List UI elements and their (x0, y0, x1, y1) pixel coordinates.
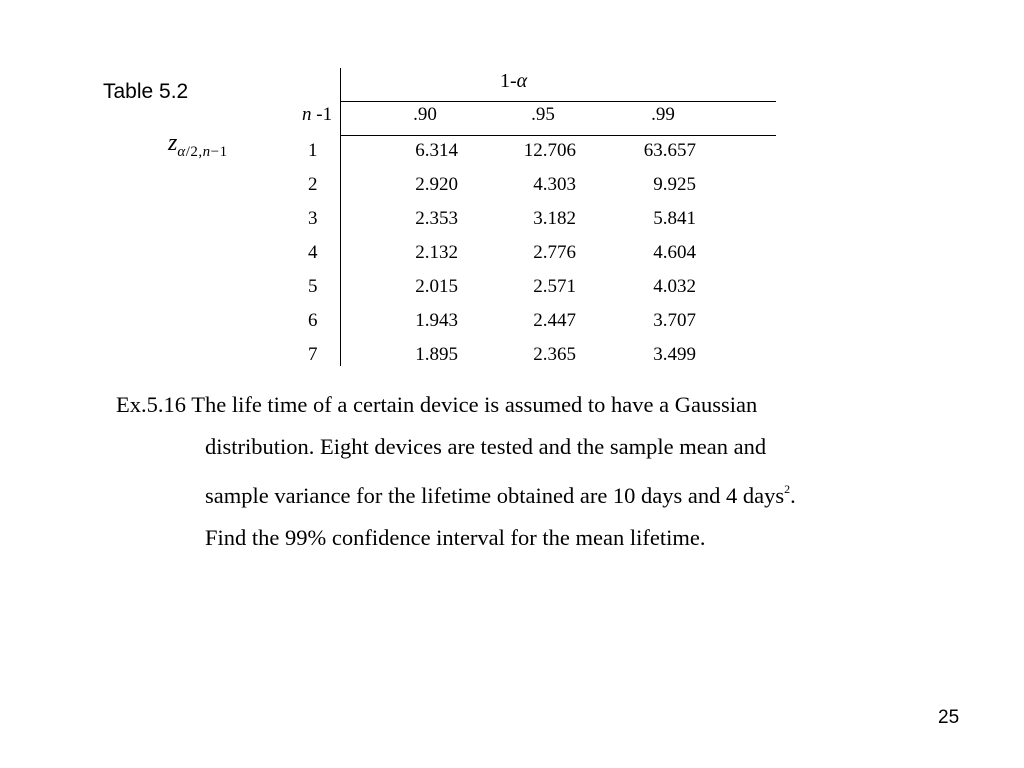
table-row-n: 4 (308, 242, 318, 263)
table-cell: 5.841 (653, 208, 696, 229)
column-header: .90 (413, 104, 437, 125)
table-cell: 1.895 (415, 344, 458, 365)
table-row-n: 6 (308, 310, 318, 331)
confidence-level-header: 1-α (500, 70, 528, 92)
table-cell: 3.182 (533, 208, 576, 229)
z-subscript (177, 144, 227, 160)
table-cell: 4.303 (533, 174, 576, 195)
table-cell: 4.032 (653, 276, 696, 297)
table-row-n: 1 (308, 140, 318, 161)
column-header: .99 (651, 104, 675, 125)
table-cell: 2.776 (533, 242, 576, 263)
table-cell: 63.657 (643, 140, 696, 161)
slide-number: 25 (938, 707, 960, 728)
table-cell: 3.499 (653, 344, 696, 365)
table-cell: 6.314 (415, 140, 458, 161)
table-cell: 9.925 (653, 174, 696, 195)
table-row-n: 3 (308, 208, 318, 229)
table-header-rule-bottom (340, 135, 776, 136)
table-cell: 4.604 (653, 242, 696, 263)
table-cell: 2.571 (533, 276, 576, 297)
table-vertical-rule (340, 68, 341, 366)
table-cell: 2.353 (415, 208, 458, 229)
table-cell: 1.943 (415, 310, 458, 331)
table-cell: 2.015 (415, 276, 458, 297)
table-row-n: 5 (308, 276, 318, 297)
degrees-of-freedom-header: n -1 (302, 104, 333, 125)
example-problem (116, 384, 796, 559)
column-header: .95 (531, 104, 555, 125)
example-line-2: distribution. Eight devices are tested and the sample mean and (205, 434, 767, 459)
z-base: z (168, 130, 178, 156)
z-sub-frac: /2, (185, 144, 203, 160)
z-sub-alpha: α (177, 144, 186, 160)
t-distribution-table (290, 66, 780, 370)
table-header-rule-top (340, 101, 776, 102)
table-cell: 12.706 (523, 140, 576, 161)
table-cell: 2.447 (533, 310, 576, 331)
z-sub-minus-one: −1 (210, 144, 228, 160)
example-line-4: Find the 99% confidence interval for the mean lifetime. (205, 525, 706, 550)
example-line-3: sample variance for the lifetime obtained are 10 days and 4 days$^2$. (205, 482, 796, 508)
table-caption: Table 5.2 (103, 80, 189, 103)
z-critical-symbol (168, 130, 228, 160)
table-cell: 2.920 (415, 174, 458, 195)
table-cell: 3.707 (653, 310, 696, 331)
table-row-n: 7 (308, 344, 318, 365)
table-row-n: 2 (308, 174, 318, 195)
example-line-1: Ex.5.16 The life time of a certain device is assumed to have a Gaussian (116, 392, 758, 417)
z-sub-n: n (202, 144, 211, 160)
table-cell: 2.365 (533, 344, 576, 365)
exponent: 2 (784, 482, 791, 496)
table-cell: 2.132 (415, 242, 458, 263)
